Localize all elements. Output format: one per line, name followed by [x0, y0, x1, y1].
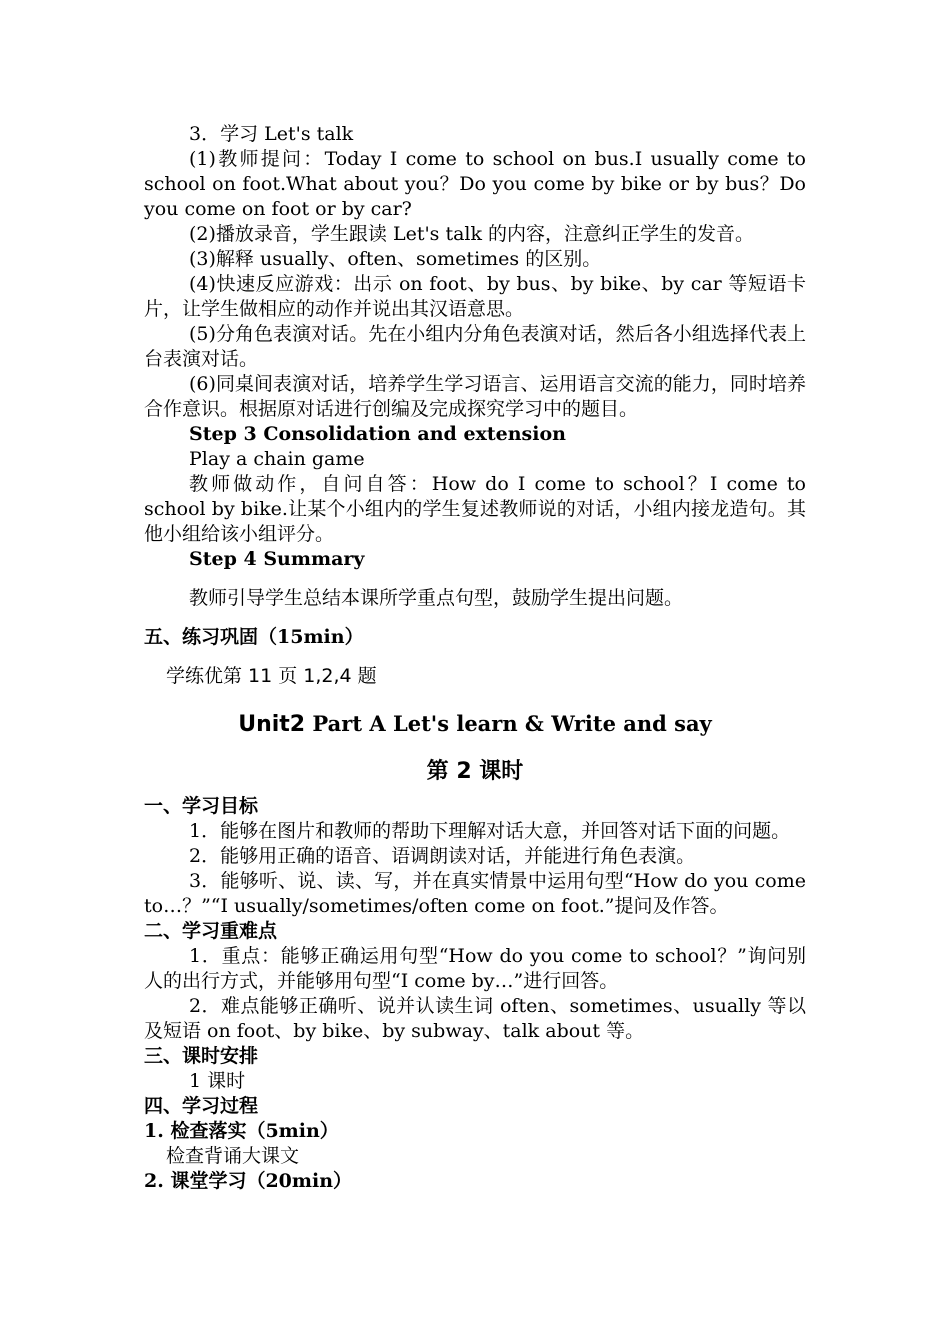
- key-2: 2．难点能够正确听、说并认读生词 often、sometimes、usually 等以及短语 on foot、by bike、by subway、talk about 等。: [144, 995, 806, 1042]
- unit-title-rest: Part A Let's learn & Write and say: [305, 711, 712, 736]
- item3-title: 3．学习 Let's talk: [189, 123, 354, 145]
- step4-heading: Step 4 Summary: [189, 548, 365, 570]
- paragraph-5: (5)分角色表演对话。先在小组内分角色表演对话，然后各小组选择代表上台表演对话。: [144, 323, 806, 370]
- step4-text: 教师引导学生总结本课所学重点句型，鼓励学生提出问题。: [189, 587, 684, 609]
- process-heading: 四、学习过程: [144, 1095, 259, 1117]
- paragraph-6: (6)同桌间表演对话，培养学生学习语言、运用语言交流的能力，同时培养合作意识。根据原对话进行创编及完成探究学习中的题目。: [144, 373, 806, 420]
- paragraph-4: (4)快速反应游戏：出示 on foot、by bus、by bike、by car 等短语卡片，让学生做相应的动作并说出其汉语意思。: [144, 273, 806, 320]
- goal-3: 3．能够听、说、读、写，并在真实情景中运用句型“How do you come to…？”“I usually/sometimes/often come on foot.”提问及作答。: [144, 870, 806, 917]
- class-heading: 2. 课堂学习（20min）: [144, 1170, 353, 1192]
- key-heading: 二、学习重难点: [144, 920, 278, 942]
- schedule-text: 1 课时: [189, 1070, 246, 1092]
- step3-line1: Play a chain game: [189, 448, 365, 470]
- lesson-title: 第 2 课时: [426, 759, 524, 784]
- schedule-heading: 三、课时安排: [144, 1045, 259, 1067]
- paragraph-3: (3)解释 usually、often、sometimes 的区别。: [189, 248, 602, 270]
- goal-2: 2．能够用正确的语音、语调朗读对话，并能进行角色表演。: [189, 845, 696, 867]
- check-text: 检查背诵大课文: [166, 1145, 300, 1167]
- practice-heading: 五、练习巩固（15min）: [144, 626, 364, 648]
- goals-heading: 一、学习目标: [144, 795, 259, 817]
- key-1: 1．重点：能够正确运用句型“How do you come to school？”询问别人的出行方式，并能够用句型“I come by…”进行回答。: [144, 945, 806, 992]
- document-body: [144, 122, 806, 1194]
- step3-line2: 教师做动作，自问自答：How do I come to school？I come to school by bike.让某个小组内的学生复述教师说的对话，小组内接龙造句。其他小组给该小组评分。: [144, 473, 806, 545]
- paragraph-1: (1)教师提问：Today I come to school on bus.I usually come to school on foot.What about you？Do you come by bike or by bus？Do you come on foot or by car?: [144, 148, 806, 220]
- check-heading: 1. 检查落实（5min）: [144, 1120, 339, 1142]
- practice-text: 学练优第 11 页 1,2,4 题: [166, 665, 377, 687]
- unit-title-prefix: Unit2: [238, 712, 306, 737]
- step3-heading: Step 3 Consolidation and extension: [189, 423, 566, 445]
- paragraph-2: (2)播放录音，学生跟读 Let's talk 的内容，注意纠正学生的发音。: [189, 223, 755, 245]
- unit-title: [144, 711, 806, 737]
- goal-1: 1．能够在图片和教师的帮助下理解对话大意，并回答对话下面的问题。: [189, 820, 791, 842]
